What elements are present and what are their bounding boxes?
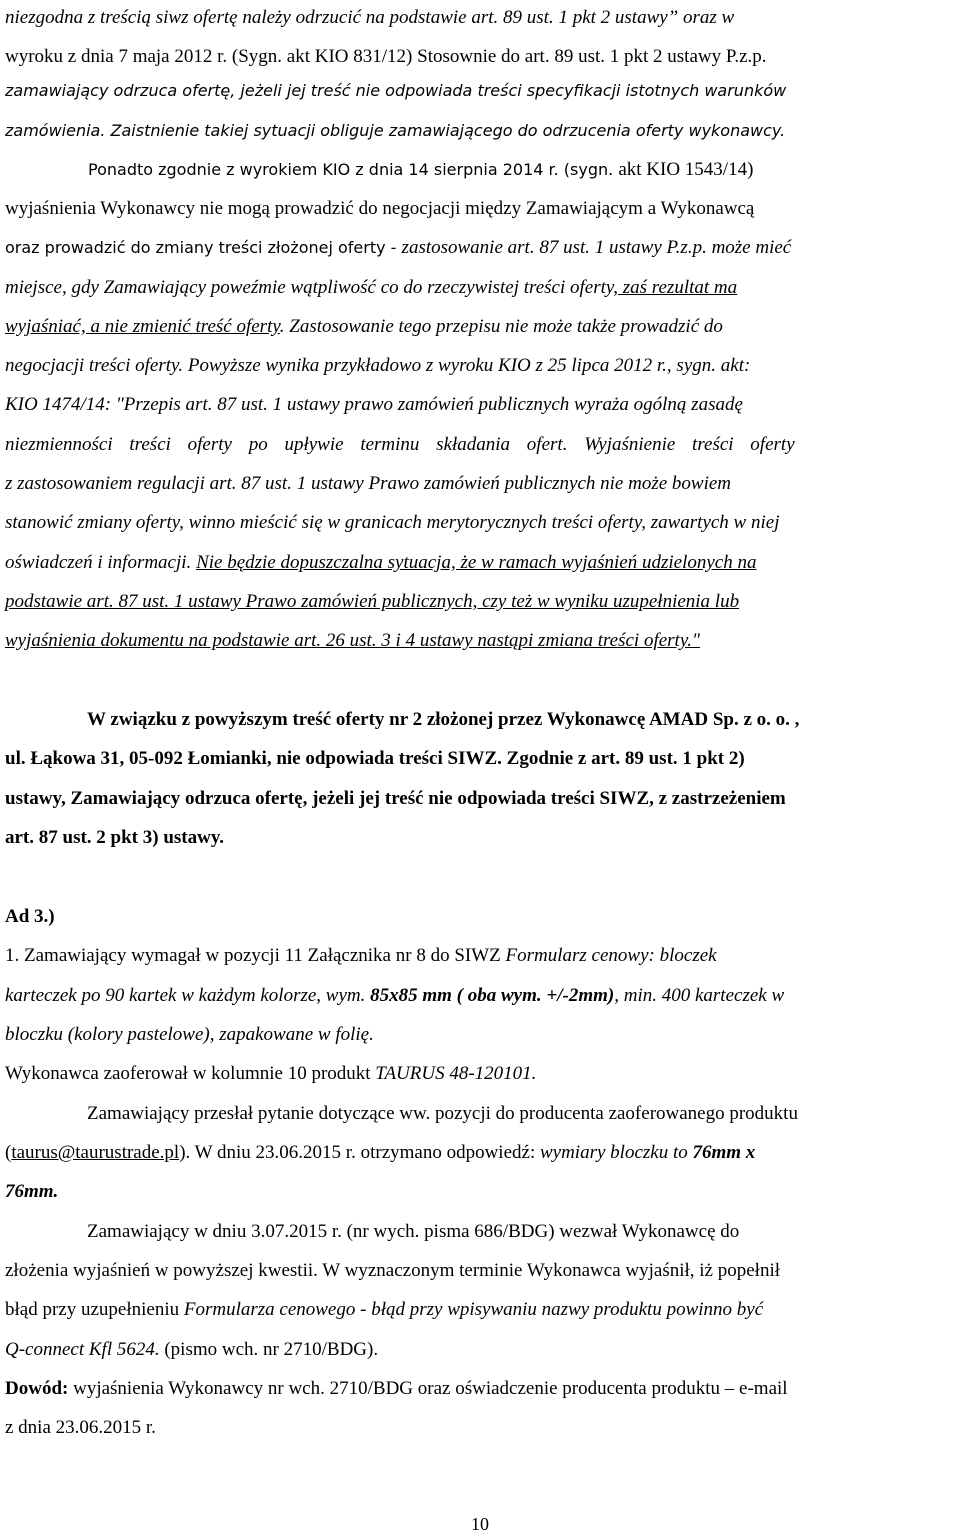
text-line <box>5 985 784 1007</box>
text-line <box>88 159 753 181</box>
text-line <box>5 198 754 220</box>
text-segment: wyjaśnienia dokumentu na podstawie art. 26 ust. 3 i 4 ustawy nastąpi zmiana treści oferty." <box>5 630 700 651</box>
text-line <box>5 46 767 68</box>
text-segment: 1. Zamawiający wymagał w pozycji 11 Załącznika nr 8 do SIWZ <box>5 945 506 966</box>
text-segment: negocjacji treści oferty. Powyższe wynika przykładowo z wyroku KIO z 25 lipca 2012 r., sygn. akt: <box>5 355 751 376</box>
text-segment: zamówienia. Zaistnienie takiej sytuacji obliguje zamawiającego do odrzucenia oferty wykonawcy. <box>5 121 786 140</box>
text-segment: 85x85 mm ( oba wym. +/-2mm) <box>370 985 615 1006</box>
conclusion-line: art. 87 ust. 2 pkt 3) ustawy. <box>5 827 225 848</box>
text-segment: Wykonawca zaoferował w kolumnie 10 produkt <box>5 1063 376 1084</box>
text-segment: (pismo wch. nr 2710/BDG). <box>159 1339 379 1360</box>
text-segment: 76mm x <box>692 1142 756 1163</box>
text-line <box>5 552 757 574</box>
text-segment: zamawiający odrzuca ofertę, jeżeli jej treść nie odpowiada treści specyfikacji istotnych warunków <box>5 81 787 100</box>
text-segment: wymiary bloczku to <box>539 1142 693 1163</box>
text-segment: Q-connect Kfl 5624. <box>5 1339 160 1360</box>
text-segment: , min. 400 karteczek w <box>614 985 785 1006</box>
text-line: bloczku (kolory pastelowe), zapakowane w folię. <box>5 1024 374 1045</box>
text-segment: błąd przy uzupełnieniu <box>5 1299 184 1320</box>
text-line <box>5 277 737 299</box>
text-line <box>5 394 743 416</box>
text-segment: podstawie art. 87 ust. 1 ustawy Prawo zamówień publicznych, czy też w wyniku uzupełnienia lub <box>5 591 740 612</box>
text-line <box>5 1299 763 1321</box>
text-segment: wyjaśniać, a nie zmienić treść oferty <box>5 316 280 337</box>
text-segment: karteczek po 90 kartek w każdym kolorze, wym. <box>5 985 371 1006</box>
conclusion-line: ul. Łąkowa 31, 05-092 Łomianki, nie odpowiada treści SIWZ. Zgodnie z art. 89 ust. 1 pkt 2) <box>5 748 745 769</box>
text-segment: akt KIO 1543/14) <box>618 159 754 180</box>
text-line <box>5 355 750 377</box>
text-segment: oraz prowadzić do zmiany treści złożonej oferty - <box>5 238 402 257</box>
text-segment: zaś rezultat ma <box>618 277 738 298</box>
text-line <box>5 80 786 102</box>
text-line <box>5 1339 378 1361</box>
text-line <box>5 945 717 967</box>
text-segment: TAURUS 48-120101. <box>375 1063 537 1084</box>
text-segment: Nie będzie dopuszczalna sytuacja, że w ramach wyjaśnień udzielonych na <box>196 552 757 573</box>
text-line: Zamawiający w dniu 3.07.2015 r. (nr wych. pisma 686/BDG) wezwał Wykonawcę do <box>87 1221 740 1242</box>
text-segment: . Zastosowanie tego przepisu nie może także prowadzić do <box>279 316 723 337</box>
text-line <box>5 630 700 652</box>
text-line <box>5 7 734 29</box>
text-segment: z zastosowaniem regulacji art. 87 ust. 1 ustawy Prawo zamówień publicznych nie może bowiem <box>5 473 732 494</box>
text-segment: ). W dniu 23.06.2015 r. otrzymano odpowiedź: <box>179 1142 540 1163</box>
text-line <box>5 237 791 259</box>
text-line <box>5 434 795 456</box>
text-segment: stanowić zmiany oferty, winno mieścić się w granicach merytorycznych treści oferty, zawartych w niej <box>5 512 780 533</box>
page-number: 10 <box>471 1514 489 1534</box>
email-link[interactable]: taurus@taurustrade.pl <box>11 1142 180 1163</box>
text-segment: Formularz cenowy: bloczek <box>505 945 717 966</box>
text-segment: wyjaśnienia Wykonawcy nr wch. 2710/BDG oraz oświadczenie producenta produktu – e-mail <box>68 1378 788 1399</box>
text-line: 76mm. <box>5 1181 59 1202</box>
section-heading: Ad 3.) <box>5 906 55 927</box>
text-line <box>5 1378 788 1400</box>
text-segment: wyroku z dnia 7 maja 2012 r. (Sygn. akt KIO 831/12) Stosownie do art. 89 ust. 1 pkt 2 ustawy P.z.p. <box>5 46 767 67</box>
text-line <box>5 1063 536 1085</box>
text-segment: Dowód: <box>5 1378 69 1399</box>
text-line <box>5 316 723 338</box>
text-line <box>5 473 731 495</box>
text-segment: oświadczeń i informacji. <box>5 552 197 573</box>
text-line: złożenia wyjaśnień w powyższej kwestii. W wyznaczonym terminie Wykonawca wyjaśnił, iż popełnił <box>5 1260 781 1281</box>
conclusion-line: ustawy, Zamawiający odrzuca ofertę, jeżeli jej treść nie odpowiada treści SIWZ, z zastrzeżeniem <box>5 788 786 809</box>
text-segment: ( <box>5 1142 12 1163</box>
text-line: Zamawiający przesłał pytanie dotyczące ww. pozycji do producenta zaoferowanego produktu <box>87 1103 798 1124</box>
text-line <box>5 591 739 613</box>
text-line <box>5 512 779 534</box>
text-segment: Ponadto zgodnie z wyrokiem KIO z dnia 14 sierpnia 2014 r. (sygn. <box>88 160 619 179</box>
text-segment: Formularza cenowego - błąd przy wpisywaniu nazwy produktu powinno być <box>183 1299 764 1320</box>
text-segment: niezmienności treści oferty po upływie terminu składania ofert. Wyjaśnienie treści oferty <box>5 434 795 455</box>
text-line: z dnia 23.06.2015 r. <box>5 1417 156 1438</box>
conclusion-line: W związku z powyższym treść oferty nr 2 złożonej przez Wykonawcę AMAD Sp. z o. o. , <box>87 709 800 730</box>
text-segment: wyjaśnienia Wykonawcy nie mogą prowadzić do negocjacji między Zamawiającym a Wykonawcą <box>5 198 755 219</box>
text-line <box>5 1142 755 1164</box>
text-segment: miejsce, gdy Zamawiający poweźmie wątpliwość co do rzeczywistej treści oferty, <box>5 277 619 298</box>
text-line <box>5 120 785 142</box>
text-segment: KIO 1474/14: "Przepis art. 87 ust. 1 ustawy prawo zamówień publicznych wyraża ogólną zasadę <box>5 394 743 415</box>
text-segment: zastosowanie art. 87 ust. 1 ustawy P.z.p. może mieć <box>401 237 792 258</box>
text-segment: niezgodna z treścią siwz ofertę należy odrzucić na podstawie art. 89 ust. 1 pkt 2 ustawy” oraz w <box>5 7 735 28</box>
